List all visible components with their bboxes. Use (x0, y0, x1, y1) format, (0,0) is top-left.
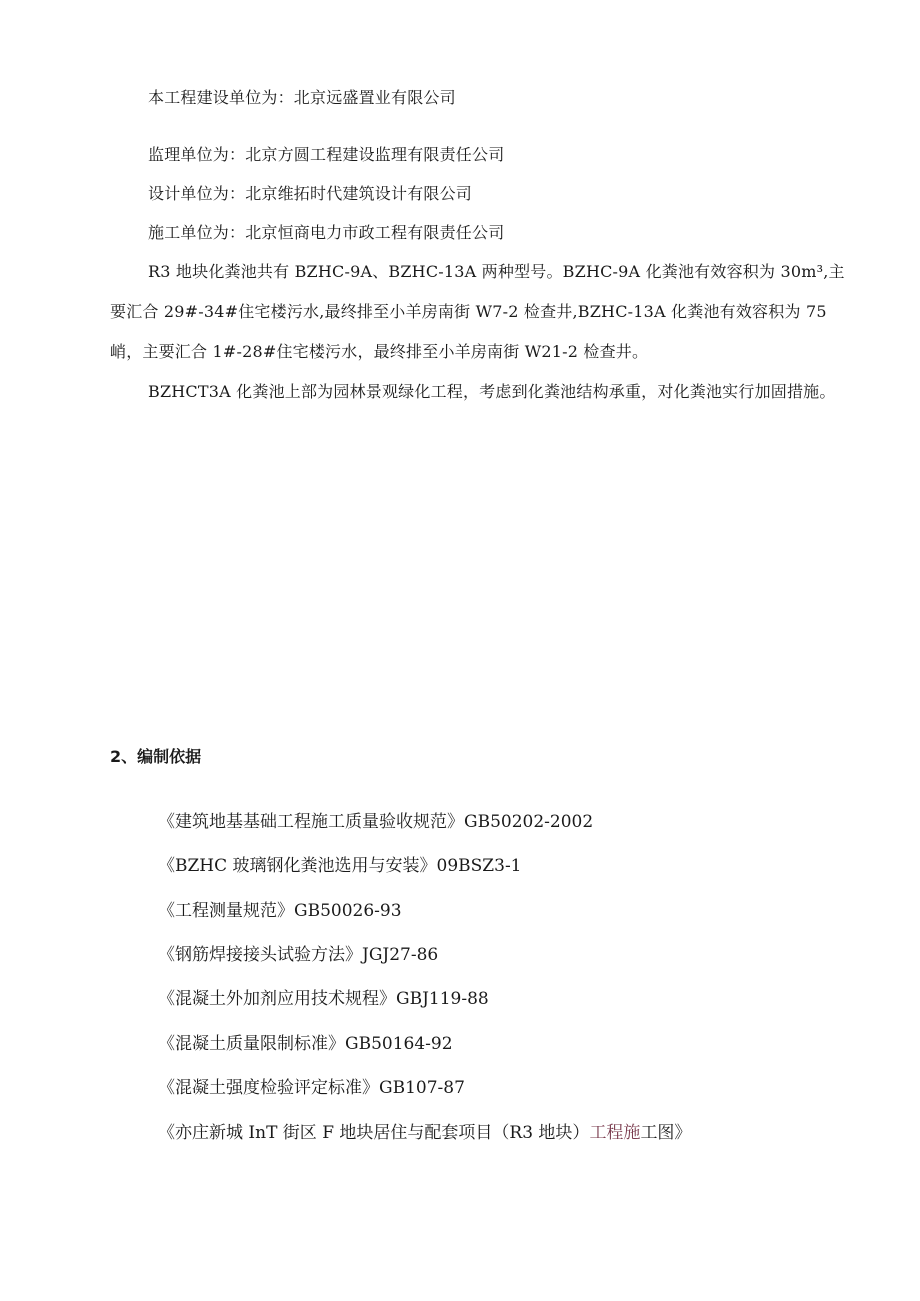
reference-item: 《混凝土外加剂应用技术规程》GBJ119-88 (158, 989, 489, 1009)
description-line-3: 峭，主要汇合 1#-28#住宅楼污水，最终排至小羊房南街 W21-2 检查井。 (110, 342, 649, 361)
reference-text-end: 工图》 (640, 1123, 692, 1143)
supervisor-unit-line: 监理单位为：北京方圆工程建设监理有限责任公司 (148, 145, 505, 164)
reference-item: 《建筑地基基础工程施工质量验收规范》GB50202-2002 (158, 812, 594, 832)
reference-text: 《亦庄新城 InT 街区 F 地块居住与配套项目（R3 地块） (158, 1123, 590, 1143)
reference-item: 《BZHC 玻璃钢化粪池选用与安装》09BSZ3-1 (158, 856, 522, 876)
designer-unit-line: 设计单位为：北京维拓时代建筑设计有限公司 (148, 184, 473, 203)
description-line-2: 要汇合 29#-34#住宅楼污水,最终排至小羊房南街 W7-2 检查井,BZHC-13A 化粪池有效容积为 75 (110, 302, 827, 321)
reference-item: 《钢筋焊接接头试验方法》JGJ27-86 (158, 945, 439, 965)
reference-item: 《混凝土强度检验评定标准》GB107-87 (158, 1078, 465, 1098)
reference-item-last (158, 1122, 691, 1144)
section-heading: 2、编制依据 (110, 747, 202, 766)
reference-highlight: 工程施 (589, 1123, 641, 1143)
owner-unit-line: 本工程建设单位为：北京远盛置业有限公司 (148, 88, 456, 107)
reference-item: 《混凝土质量限制标准》GB50164-92 (158, 1034, 453, 1054)
description-line-1: R3 地块化粪池共有 BZHC-9A、BZHC-13A 两种型号。BZHC-9A 化粪池有效容积为 30m³,主 (148, 262, 845, 281)
contractor-unit-line: 施工单位为：北京恒商电力市政工程有限责任公司 (148, 223, 505, 242)
description-line-4: BZHCT3A 化粪池上部为园林景观绿化工程，考虑到化粪池结构承重，对化粪池实行加固措施。 (148, 382, 836, 401)
reference-item: 《工程测量规范》GB50026-93 (158, 901, 402, 921)
